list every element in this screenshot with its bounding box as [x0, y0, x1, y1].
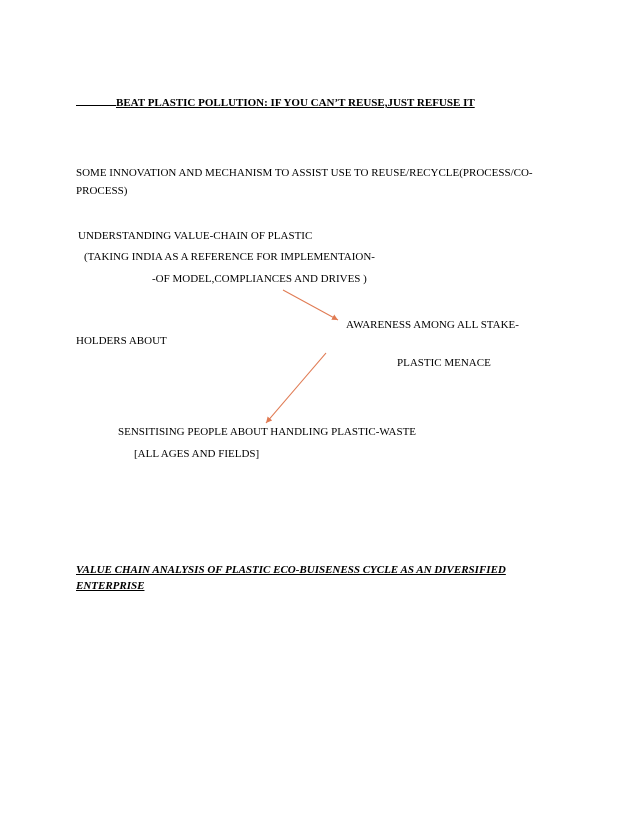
holders-line: HOLDERS ABOUT [76, 335, 167, 347]
taking-india-line: (TAKING INDIA AS A REFERENCE FOR IMPLEMENTAION- [84, 251, 375, 263]
section-heading: VALUE CHAIN ANALYSIS OF PLASTIC ECO-BUISENESS CYCLE AS AN DIVERSIFIED ENTERPRISE [76, 564, 506, 592]
sensitising-line: SENSITISING PEOPLE ABOUT HANDLING PLASTIC-WASTE [118, 426, 417, 438]
document-title-text: BEAT PLASTIC POLLUTION: IF YOU CAN’T REUSE,JUST REFUSE IT [116, 97, 475, 109]
all-ages-line: [ALL AGES AND FIELDS] [134, 448, 260, 460]
plastic-menace-line: PLASTIC MENACE [397, 357, 491, 369]
title-underline-lead [76, 96, 116, 106]
model-compliance-line: -OF MODEL,COMPLIANCES AND DRIVES ) [152, 273, 367, 285]
innovation-paragraph: SOME INNOVATION AND MECHANISM TO ASSIST USE TO REUSE/RECYCLE(PROCESS/CO-PROCESS) [76, 167, 533, 197]
arrow-to-awareness [283, 290, 338, 320]
arrow-to-sensitising [266, 353, 326, 423]
document-title [76, 96, 475, 110]
awareness-line: AWARENESS AMONG ALL STAKE- [346, 319, 519, 331]
value-chain-line: UNDERSTANDING VALUE-CHAIN OF PLASTIC [78, 230, 313, 242]
